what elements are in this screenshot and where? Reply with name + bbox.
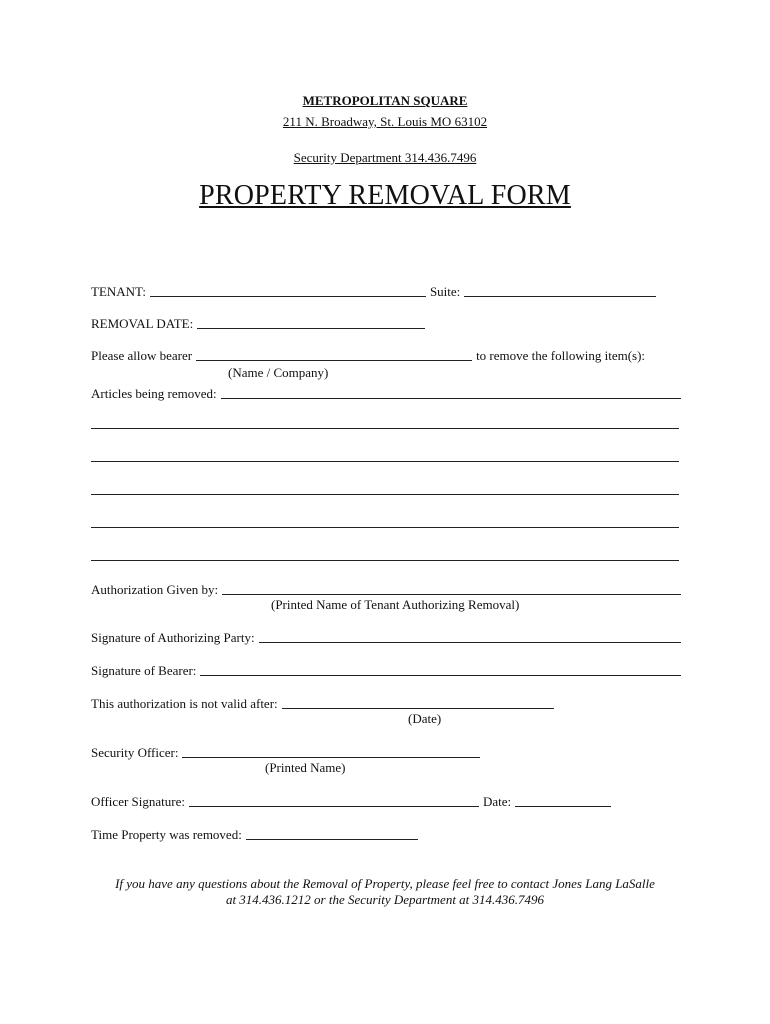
tenant-row — [91, 282, 681, 300]
form-title: PROPERTY REMOVAL FORM — [199, 180, 571, 211]
officer-signature-field[interactable] — [189, 806, 479, 807]
allow-bearer-label: Please allow bearer — [91, 348, 193, 363]
articles-line-5[interactable] — [91, 527, 679, 528]
authorization-row — [91, 580, 681, 598]
authorization-caption: (Printed Name of Tenant Authorizing Removal) — [271, 597, 520, 612]
name-company-caption: (Name / Company) — [228, 365, 329, 380]
time-removed-row — [91, 825, 681, 843]
articles-field[interactable] — [221, 398, 681, 399]
articles-label: Articles being removed: — [91, 386, 217, 401]
officer-signature-row — [91, 792, 681, 810]
articles-line-6[interactable] — [91, 560, 679, 561]
signature-authorizing-field[interactable] — [259, 642, 681, 643]
footer-line-2: at 314.436.1212 or the Security Department at 314.436.7496 — [225, 892, 545, 907]
articles-line-3[interactable] — [91, 461, 679, 462]
authorization-label: Authorization Given by: — [91, 582, 219, 597]
contact-footer — [0, 876, 770, 908]
footer-line-1: If you have any questions about the Removal of Property, please feel free to contact Jones Lang LaSalle — [115, 876, 655, 891]
security-department-contact: Security Department 314.436.7496 — [293, 150, 477, 165]
security-officer-row — [91, 743, 681, 761]
security-officer-field[interactable] — [182, 757, 480, 758]
signature-bearer-row — [91, 661, 681, 679]
removal-date-field[interactable] — [197, 328, 425, 329]
removal-date-label: REMOVAL DATE: — [91, 316, 194, 331]
signature-bearer-label: Signature of Bearer: — [91, 663, 197, 678]
security-officer-label: Security Officer: — [91, 745, 179, 760]
organization-address: 211 N. Broadway, St. Louis MO 63102 — [282, 114, 488, 129]
officer-date-field[interactable] — [515, 806, 611, 807]
signature-bearer-field[interactable] — [200, 675, 681, 676]
removal-date-row — [91, 314, 681, 332]
tenant-field[interactable] — [150, 296, 426, 297]
printed-name-caption: (Printed Name) — [265, 760, 346, 775]
signature-authorizing-row — [91, 628, 681, 646]
time-removed-label: Time Property was removed: — [91, 827, 242, 842]
not-valid-after-label: This authorization is not valid after: — [91, 696, 278, 711]
allow-bearer-row — [91, 346, 681, 364]
officer-signature-label: Officer Signature: — [91, 794, 185, 809]
officer-date-label: Date: — [482, 794, 512, 809]
suite-field[interactable] — [464, 296, 656, 297]
signature-authorizing-label: Signature of Authorizing Party: — [91, 630, 255, 645]
time-removed-field[interactable] — [246, 839, 418, 840]
organization-name: METROPOLITAN SQUARE — [302, 93, 468, 108]
authorization-field[interactable] — [222, 594, 681, 595]
date-caption: (Date) — [408, 711, 442, 726]
articles-row — [91, 384, 681, 402]
not-valid-after-row — [91, 694, 681, 712]
articles-line-4[interactable] — [91, 494, 679, 495]
not-valid-after-field[interactable] — [282, 708, 554, 709]
tenant-label: TENANT: — [91, 284, 146, 299]
bearer-name-field[interactable] — [196, 360, 472, 361]
allow-bearer-suffix: to remove the following item(s): — [476, 348, 646, 363]
articles-line-2[interactable] — [91, 428, 679, 429]
suite-label: Suite: — [429, 284, 461, 299]
